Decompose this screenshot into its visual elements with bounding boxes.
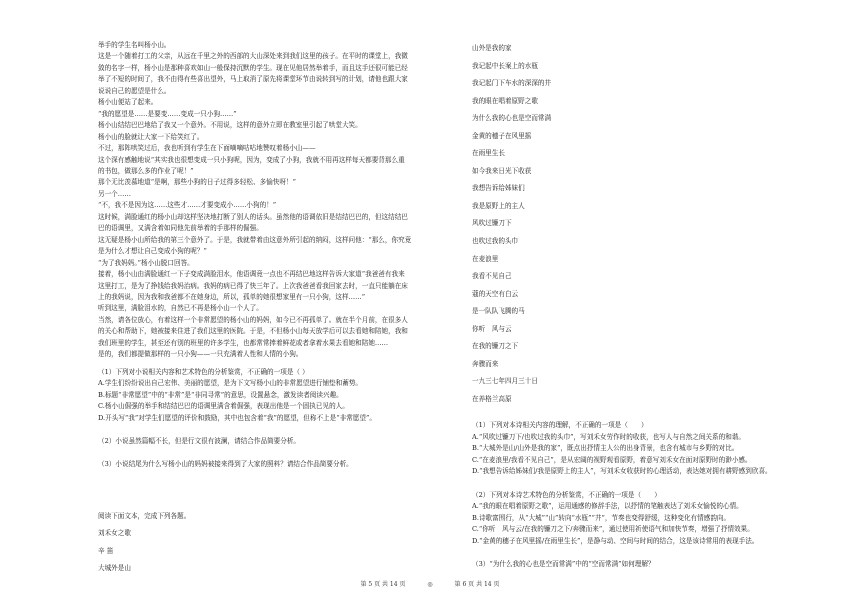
story-passage <box>98 40 443 361</box>
poem-line: 山外是我的家 <box>472 44 512 52</box>
poem-line: 在麦浪里 <box>472 254 499 263</box>
text-line: 这时候，满脸通红的杨小山却这样坚决地打断了别人的话头。虽然他的语调依旧是结结巴巴的，但这结结巴 <box>98 212 408 221</box>
poem-line: 在雨里生长 <box>472 149 505 158</box>
question-line: D.“金黄的穗子在风里摇/在雨里生长”，是静与动、空间与时间的结合，这是该诗常用的表现手法。 <box>472 536 759 545</box>
reading-instruction: 阅读下面文本，完成下列各题。 <box>98 511 191 520</box>
text-line: 当然，请各位放心，有着这样一个非常愿望的杨小山的妈妈，如今已不再孤单了。就在半个月前，在很多人 <box>98 315 408 324</box>
poem-line: 在我的镰刀之下 <box>472 342 519 351</box>
text-line: 那个无比羡慕地道“是啊，那些小狗的日子过得多轻松、多愉快呀！” <box>98 178 296 187</box>
poem-line: 我是原野上的主人 <box>472 201 525 210</box>
text-line: 接着，杨小山由满脸通红一下子变成满脸泪水，他语调竟一点也不再结巴地这样告诉大家道“我爸爸有我来 <box>98 270 405 279</box>
text-line: 不过，那阵哄笑过后，我也听到有学生在下面嘀嘀咕咕地赞叹着杨小山—— <box>98 144 316 153</box>
poem-line: 一九三七年四月三十日 <box>472 377 538 386</box>
poem-line: 是一队队飞腾的马 <box>472 307 525 316</box>
text-line: 说说自己的愿望是什么。 <box>98 86 171 95</box>
text-line: 巴的语调里，又满含着如同他先前举着的手那样的倔强。 <box>98 224 263 233</box>
question-line: （1）下列对本诗相关内容的理解，不正确的一项是（ ） <box>472 421 648 430</box>
poem-author: 辛 笛 <box>98 546 114 555</box>
text-line: “为了我妈妈。”杨小山脱口回答。 <box>98 258 194 267</box>
poem-line: 我记起门下车水的深深的井 <box>472 79 552 88</box>
question-line: B.“大城外是山/山外是我的家”，既点出抒情主人公的出身背景，也含有城市与乡野的对比。 <box>472 444 739 453</box>
poem-line: 奔骤而来 <box>472 359 499 368</box>
text-line: 举了不短的时间了，我不由得有些喜出望外，马上取消了原先将课堂环节由说转到写的计划，请他也跟大家 <box>98 75 408 84</box>
text-line: 是为什么才想让自己变成小狗的呢？” <box>98 247 207 256</box>
left-page-number: 第 5 页 共 14 页 <box>360 581 406 588</box>
poem-line: 为什么我的心也是空而常满 <box>472 114 552 123</box>
question-line: C.“你听 风与云/在我的镰刀之下/奔骤而来”，通过使用祈使语气和加快节奏，增强了抒情效果。 <box>472 525 754 534</box>
question-line: B.诗歌富围行，从“大城”“山”转向“水瓶”“井”，节奏也变得舒缓，这种变化有情感韵向。 <box>472 513 731 522</box>
question-line: （2）下列对本诗艺术特色的分析鉴赏，不正确的一项是（ ） <box>472 490 661 499</box>
question-line: （1）下列对小说相关内容和艺术特色的分析鉴赏，不正确的一项是（ ） <box>98 367 309 376</box>
poem-line: 在养格兰高原 <box>472 394 512 403</box>
text-line: 这无疑是杨小山所给我的第三个意外了。于是，我就带着由这意外所引起的纳闷，这样问他：“那么，你究竟 <box>98 235 412 244</box>
text-line: 我们班里的学生，甚至还有别的班里的许多学生，也都常常捧着鲜花或者拿着水果去看她和陪她…… <box>98 338 389 347</box>
poem-line: 蔻的天空有白云 <box>472 289 519 298</box>
text-line: 这里打工，是为了挣钱给我妈治病。我妈的病已得了快三年了。上次我爸爸看我回家去时，一直只能躺在床 <box>98 281 408 290</box>
poem-line: 我想告诉给姊妹们 <box>472 184 525 193</box>
question-3: （3）小说结尾为什么写杨小山的妈妈被接来得到了大家的照料？请结合作品简要分析。 <box>98 460 353 469</box>
poem-line: 也吹过我的头巾 <box>472 237 519 246</box>
poem-line: 你听 风与云 <box>472 324 512 333</box>
poem-question-2-block <box>472 490 817 548</box>
question-line: D.“我想告诉给姊妹们/我是原野上的主人”，写刘禾女收获时的心理活动，表达她对拥有耕野感到欣喜。 <box>472 467 772 476</box>
poem-line: 我看不见自己 <box>472 272 512 281</box>
question-line: A.“我的眼在唱着原野之歌”，运用通感的修辞手法，以抒情的笔触表达了刘禾女愉悦的心情。 <box>472 502 743 511</box>
page-footer <box>0 579 860 588</box>
text-line: 听到这里，满脸泪水的，自然已不再是杨小山一个人了。 <box>98 304 263 313</box>
text-line: 是的，我们都提做那样的一只小狗——一只充满着人性和人情的小狗。 <box>98 350 303 359</box>
text-line: 另一个…… <box>98 189 131 198</box>
question-line: B.标题“非常愿望”中的“非常”是“非同寻常”的意思，设置悬念，激发读者阅读兴趣。 <box>98 390 343 399</box>
question-line: D.开头写“我”对学生们愿望的评价和鼓励，其中也包含着“我”的愿望，但称不上是“非常愿望”。 <box>98 413 376 422</box>
text-line: 上的我妈说，因为我和我爸都不在她身边，所以，孤单的她很想家里有一只小狗，这样……” <box>98 292 366 301</box>
text-line: 的关心和帮助下，她被接来住进了我们这里的医院。于是，不但杨小山每天放学后可以去看她和陪她，我和 <box>98 327 408 336</box>
poem-line: 我的眼在唱着原野之歌 <box>472 96 538 105</box>
question-line: C.杨小山倔强的举手和结结巴巴的语调里满含着倔强，表现出他是一个固执已见的人。 <box>98 402 349 411</box>
text-line: “不，我不是因为这……这些才……才要变成小……小狗的！” <box>98 201 277 210</box>
text-line: “我的愿望是……是要变……变成一只小狗……” <box>98 109 237 118</box>
text-line: 这是一个随着打工的父亲，从远在千里之外的西部的大山深处来到我们这里的孩子。在平时的课堂上，我微 <box>98 52 408 61</box>
text-line: 举手的学生名叫杨小山。 <box>98 41 171 49</box>
poem-title: 刘禾女之歌 <box>98 529 131 538</box>
question-1-block <box>98 367 443 424</box>
text-line: 杨小山结结巴巴地给了我又一个意外。不用说，这样的意外立即在教室里引起了哄堂大笑。 <box>98 121 362 130</box>
poem-body <box>472 40 817 408</box>
poem-first-line: 大城外是山 <box>98 564 131 573</box>
question-line: C.“在麦浪里/我看不见自己”，是从宏阔的视野观看原野，着意写刘禾女在面对原野时的渺小感。 <box>472 455 752 464</box>
text-line: 杨小山便站了起来。 <box>98 98 158 107</box>
right-page-number: 第 6 页 共 14 页 <box>454 581 500 588</box>
text-line: 这个深有感触地说“其实我也很想变成一只小狗呢，因为，变成了小狗，我就不用再这样每天都要背那么重 <box>98 155 405 164</box>
question-line: A.“风吹过镰刀下/也吹过我的头巾”，写刘禾女劳作时的收获，也写人与自然之间关系的和谐。 <box>472 432 745 441</box>
page-divider-icon: ◎ <box>427 581 433 588</box>
poem-question-1-block <box>472 420 817 478</box>
text-line: 的书包，做那么多的作业了呢！” <box>98 166 194 175</box>
poem-line: 金黄的穗子在风里摇 <box>472 131 532 140</box>
poem-question-3: （3）“为什么我的心也是空而常满”中的“空而常满”如何理解？ <box>472 560 655 569</box>
poem-line: 如今我来日光下收获 <box>472 166 532 175</box>
right-column <box>472 40 817 571</box>
poem-line: 我记起中长案上的水瓶 <box>472 61 538 70</box>
text-line: 敛的名字一样，杨小山是那种喜欢如山一般保持沉默的学生。现在见他居然举着手，而且这手还很可能已经 <box>98 63 408 72</box>
question-2: （2）小说虽然篇幅不长，但是行文很有波澜，请结合作品简要分析。 <box>98 436 301 445</box>
poem-line: 风吹过镰刀下 <box>472 219 512 228</box>
left-column <box>98 40 443 575</box>
question-line: A.学生们纷纷说出自己宏伟、美丽的愿望，是为下文写杨小山的非常愿望进行铺垫和蓄势。 <box>98 379 363 388</box>
text-line: 杨小山的脸就让大家一下给笑红了。 <box>98 132 204 141</box>
